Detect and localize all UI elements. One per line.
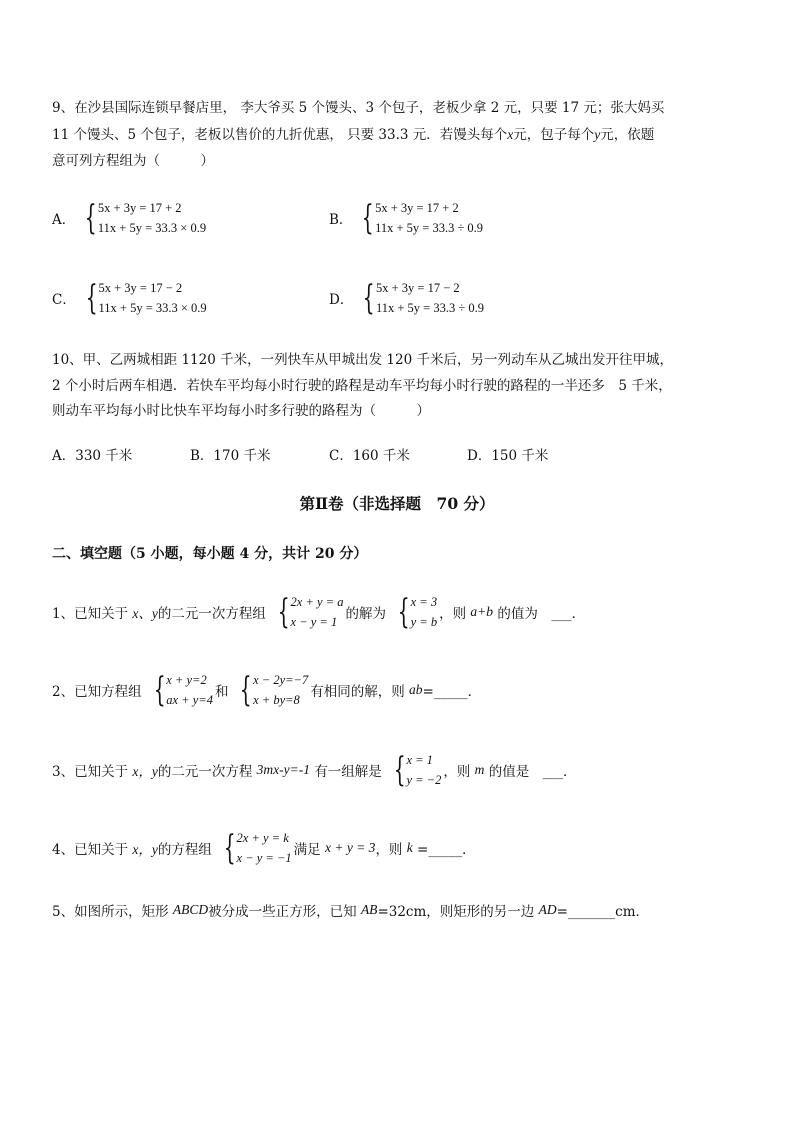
- fill-question-4: [52, 828, 476, 868]
- f1-vars: x、y: [132, 606, 158, 621]
- brace-icon: {: [397, 592, 410, 632]
- q9-option-c-label: C．: [52, 292, 76, 308]
- brace-icon: {: [363, 278, 375, 318]
- q10-option-b[interactable]: B．170 千米: [190, 448, 271, 464]
- section-heading: 二、填空题（5 小题，每小题 4 分，共计 20 分）: [52, 546, 368, 562]
- brace-icon: {: [153, 670, 166, 710]
- f2-mid: 有相同的解，则: [310, 684, 405, 700]
- f4-sys-eq2: x − y = −1: [236, 851, 292, 865]
- f4-sys-eq1: 2x + y = k: [236, 831, 289, 845]
- f1-mid2: 的解为: [345, 606, 386, 622]
- fill-question-1: [52, 592, 585, 632]
- f1-sysB-eq2: y = b: [410, 615, 438, 629]
- f4-cond: x + y = 3: [324, 840, 376, 855]
- brace-icon: {: [393, 750, 406, 790]
- f5-end: =_______cm．: [556, 904, 650, 920]
- q9-option-d-label: D．: [329, 292, 354, 308]
- f5-rect: ABCD: [172, 902, 209, 917]
- f2-end: =_____．: [422, 684, 482, 700]
- brace-icon: {: [85, 278, 98, 318]
- f1-end: 的值为 ___．: [497, 606, 586, 622]
- f3-end: 的值是 ___．: [488, 764, 577, 780]
- f1-mid1: 的二元一次方程组: [157, 606, 266, 622]
- f5-pre: 5、如图所示，矩形: [52, 904, 169, 920]
- q9-option-a-eq2: 11x + 5y = 33.3 × 0.9: [97, 221, 207, 235]
- f3-eq: 3mx-y=-1: [256, 762, 311, 777]
- f3-mid1: 的二元一次方程: [157, 764, 253, 780]
- f2-sysB-eq2: x + by=8: [253, 693, 300, 707]
- q10-line1: 10、甲、乙两城相距 1120 千米，一列快车从甲城出发 120 千米后，另一列动车从乙城出发开往甲城，: [52, 352, 673, 368]
- f4-mid2: 满足: [293, 842, 321, 858]
- q9-line3: 意可列方程组为（ ）: [52, 153, 214, 169]
- q10-line2: 2 个小时后两车相遇．若快车平均每小时行驶的路程是动车平均每小时行驶的路程的一半还多 5 千米，: [52, 378, 672, 394]
- f3-sys-eq1: x = 1: [406, 753, 433, 767]
- section-title: 第Ⅱ卷（非选择题 70 分）: [299, 494, 495, 513]
- brace-icon: {: [240, 670, 253, 710]
- fill-question-3: [52, 750, 576, 790]
- q9-option-d-eq1: 5x + 3y = 17 − 2: [375, 281, 460, 295]
- f1-mid3: ，则: [439, 606, 467, 622]
- q9-option-b-label: B．: [329, 212, 353, 228]
- f5-mid2: =32cm，则矩形的另一边: [377, 904, 535, 920]
- q9-line2-end: 元，依题: [600, 127, 655, 143]
- f4-end: =_____．: [417, 842, 476, 858]
- brace-icon: {: [223, 828, 236, 868]
- f3-var: m: [474, 762, 485, 777]
- q9-line2-text: 11 个馒头、5 个包子，老板以售价的九折优惠， 只要 33.3 元．若馒头每个: [52, 127, 508, 143]
- f2-and: 和: [214, 684, 229, 700]
- brace-icon: {: [84, 198, 97, 238]
- q9-option-b[interactable]: [329, 198, 483, 238]
- q9-line1: 9、在沙县国际连锁早餐店里， 李大爷买 5 个馒头、3 个包子，老板少拿 2 元，只要 17 元；张大妈买: [52, 100, 665, 116]
- f5-ab: AB: [360, 902, 378, 917]
- q9-option-d-eq2: 11x + 5y = 33.3 ÷ 0.9: [375, 301, 484, 315]
- f5-mid1: 被分成一些正方形，已知: [208, 904, 357, 920]
- f4-var: k: [406, 840, 413, 855]
- f2-sysB-eq1: x − 2y=−7: [253, 673, 309, 687]
- q9-option-d[interactable]: [329, 278, 484, 318]
- f3-mid2: 有一组解是: [314, 764, 382, 780]
- f1-pre: 1、已知关于: [52, 606, 129, 622]
- brace-icon: {: [277, 592, 290, 632]
- q9-option-c-eq2: 11x + 5y = 33.3 × 0.9: [98, 301, 207, 315]
- f4-vars: x，y: [132, 842, 158, 857]
- f5-ad: AD: [538, 902, 557, 917]
- q9-option-b-eq2: 11x + 5y = 33.3 ÷ 0.9: [375, 221, 484, 235]
- f1-sysA-eq2: x − y = 1: [290, 615, 338, 629]
- q10-option-a[interactable]: A．330 千米: [52, 448, 133, 464]
- q9-line2: [52, 125, 654, 145]
- f3-sys-eq2: y = −2: [406, 773, 442, 787]
- f1-sysA-eq1: 2x + y = a: [290, 595, 344, 609]
- fill-question-2: [52, 670, 481, 710]
- q9-option-a[interactable]: [52, 198, 206, 238]
- f1-expr: a+b: [470, 604, 494, 619]
- f3-vars: x，y: [132, 764, 158, 779]
- f3-pre: 3、已知关于: [52, 764, 129, 780]
- q9-option-a-label: A．: [52, 212, 76, 228]
- q10-option-c[interactable]: C．160 千米: [329, 448, 410, 464]
- q9-option-a-eq1: 5x + 3y = 17 + 2: [97, 201, 182, 215]
- f2-sysA-eq2: ax + y=4: [166, 693, 213, 707]
- q9-var-y: y: [594, 127, 601, 142]
- f2-sysA-eq1: x + y=2: [166, 673, 207, 687]
- q9-var-x: x: [507, 127, 514, 142]
- q10-option-d[interactable]: D．150 千米: [467, 448, 549, 464]
- f1-sysB-eq1: x = 3: [410, 595, 438, 609]
- q9-option-c-eq1: 5x + 3y = 17 − 2: [98, 281, 183, 295]
- q9-option-b-eq1: 5x + 3y = 17 + 2: [375, 201, 459, 215]
- f4-pre: 4、已知关于: [52, 842, 129, 858]
- q10-line3: 则动车平均每小时比快车平均每小时多行驶的路程为（ ）: [52, 403, 430, 419]
- f2-pre: 2、已知方程组: [52, 684, 142, 700]
- f2-expr: ab: [409, 682, 423, 697]
- q9-line2-mid: 元，包子每个: [513, 127, 595, 143]
- f4-mid3: ，则: [375, 842, 403, 858]
- fill-question-5: [52, 900, 649, 920]
- brace-icon: {: [362, 198, 375, 238]
- q9-option-c[interactable]: [52, 278, 207, 318]
- f3-mid3: ，则: [443, 764, 471, 780]
- f4-mid1: 的方程组: [157, 842, 212, 858]
